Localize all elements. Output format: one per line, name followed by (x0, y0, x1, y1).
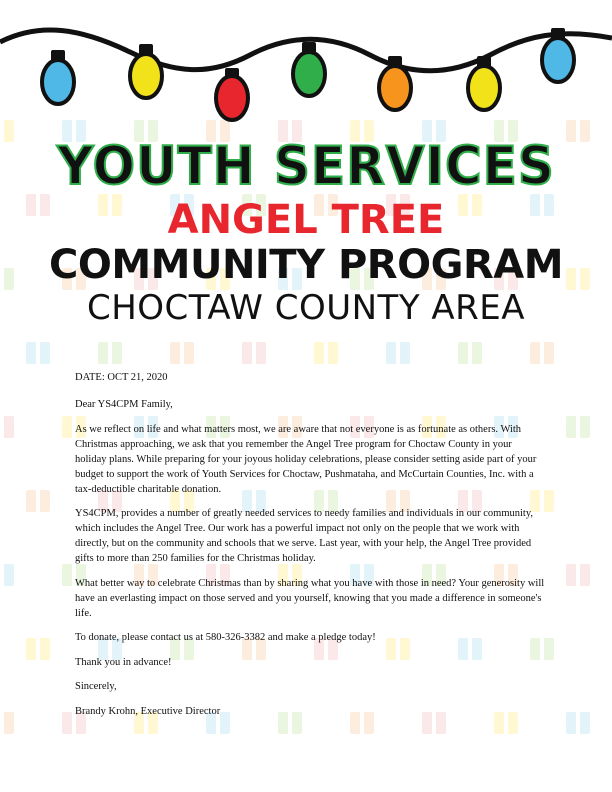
title-angel-tree: ANGEL TREE (167, 197, 445, 243)
gift-icon (26, 490, 50, 512)
gift-icon (0, 712, 14, 734)
letter-paragraph-2: YS4CPM, provides a number of greatly needed services to needy families and individuals in our community, which includes the Angel Tree. Our work has a powerful impact not only on the people that we work with directly, but on the community and schools that we serve. Last year, with your help, the Angel Tree provided gifts to more than 250 families for the Christmas holiday. (75, 508, 534, 564)
gift-icon (386, 342, 410, 364)
gift-icon (0, 416, 14, 438)
gift-icon (530, 342, 554, 364)
letter-closing: Sincerely, (75, 681, 117, 692)
letter-paragraph-3: What better way to celebrate Christmas than by sharing what you have with those in need? Your generosity will have an everlasting impact on those served and you yourself, knowing that you made a difference in someone's life. (75, 577, 545, 619)
gift-icon (566, 712, 590, 734)
letter-paragraph-4: To donate, please contact us at 580-326-3382 and make a pledge today! (75, 632, 376, 643)
gift-icon (26, 638, 50, 660)
light-bulb (42, 50, 74, 104)
gift-icon (0, 564, 14, 586)
title-community-program: COMMUNITY PROGRAM (49, 242, 563, 288)
letter-body (75, 370, 545, 728)
letter-paragraph-1: As we reflect on life and what matters most, we are aware that not everyone is as fortunate as others. With Christmas approaching, we ask that you remember the Angel Tree program for Choctaw County in your holiday plans. While preparing for your joyous holiday celebrations, please consider setting aside part of your budget to support the work of Youth Services for Choctaw, Pushmataha, and McCurtain Counties, Inc. with a tax-deductible charitable donation. (75, 423, 537, 495)
title-youth-services: YOUTH SERVICES (57, 135, 555, 197)
title-choctaw-county-area: CHOCTAW COUNTY AREA (86, 288, 526, 328)
letter-signature: Brandy Krohn, Executive Director (75, 705, 221, 717)
gift-icon (314, 342, 338, 364)
gift-icon (566, 564, 590, 586)
gift-icon (170, 342, 194, 364)
gift-icon (566, 416, 590, 438)
light-bulb (293, 42, 325, 96)
light-bulb (216, 68, 248, 120)
gift-icon (98, 342, 122, 364)
title-block (0, 135, 612, 328)
letter-date: DATE: OCT 21, 2020 (75, 372, 168, 383)
gift-icon (26, 342, 50, 364)
christmas-lights-decoration (0, 0, 612, 135)
letter-thanks: Thank you in advance! (75, 656, 172, 668)
letter-greeting: Dear YS4CPM Family, (75, 399, 173, 410)
gift-icon (458, 342, 482, 364)
gift-icon (242, 342, 266, 364)
